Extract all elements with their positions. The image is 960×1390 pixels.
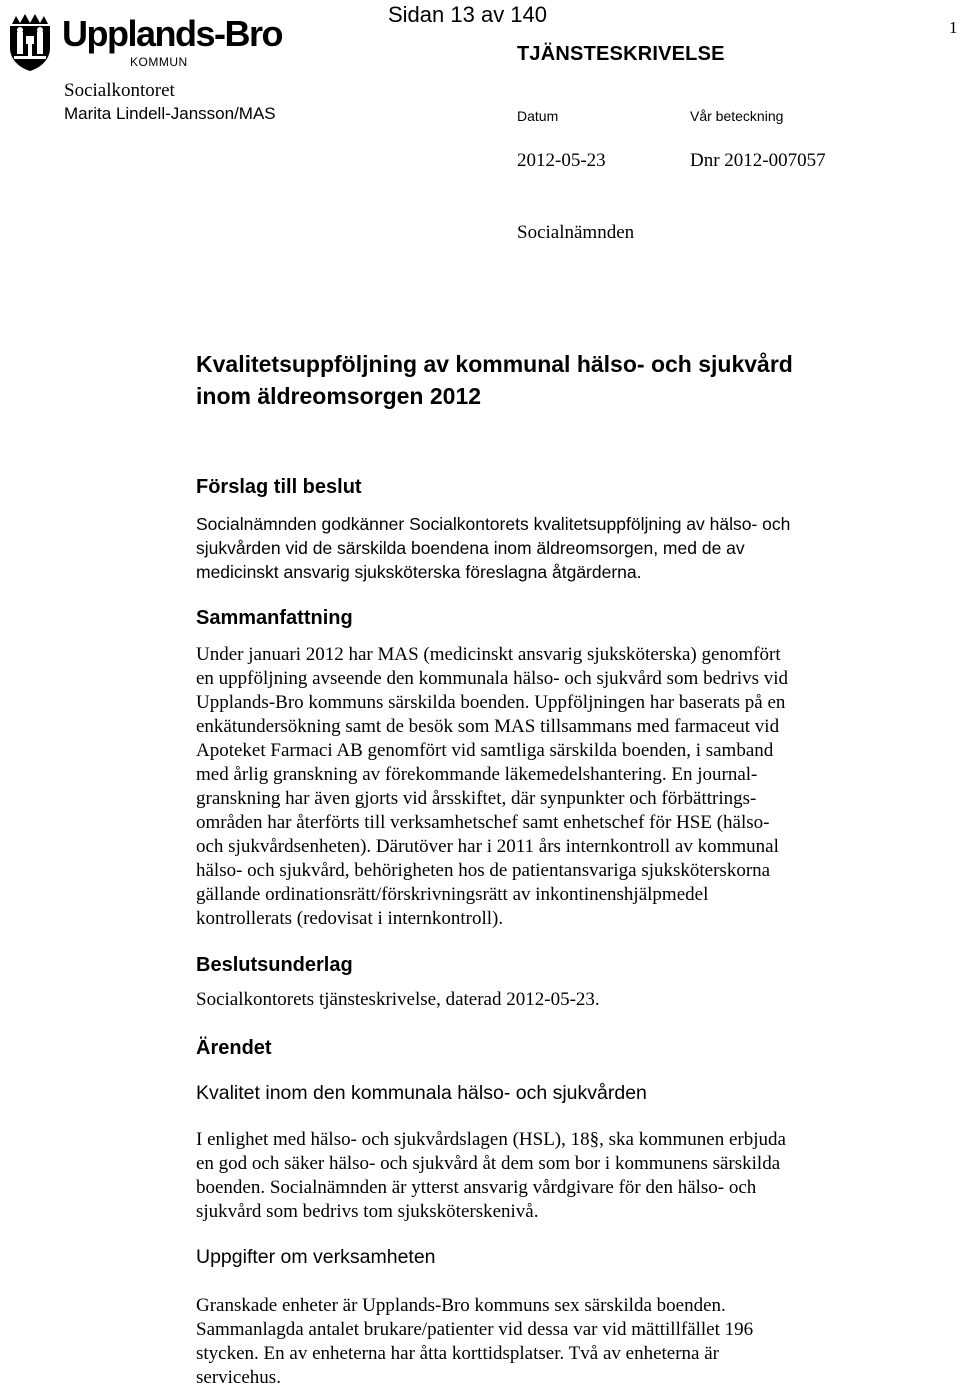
- text-line: och sjukvårdsenheten). Därutöver har i 2011 års internkontroll av kommunal: [196, 836, 779, 857]
- reference-label: Vår beteckning: [690, 108, 784, 124]
- quality-subheading: Kvalitet inom den kommunala hälso- och sjukvården: [196, 1082, 647, 1104]
- logo-wordmark: Upplands-Bro: [62, 13, 282, 54]
- document-type: TJÄNSTESKRIVELSE: [517, 43, 725, 65]
- page-info: Sidan 13 av 140: [388, 2, 548, 27]
- text-line: medicinskt ansvarig sjuksköterska föreslagna åtgärderna.: [196, 562, 642, 582]
- text-line: gällande ordinationsrätt/förskrivningsrätt av inkontinenshjälpmedel: [196, 884, 709, 905]
- text-line: Granskade enheter är Upplands-Bro kommuns sex särskilda boenden.: [196, 1295, 726, 1316]
- text-line: en god och säker hälso- och sjukvård åt dem som bor i kommunens särskilda: [196, 1153, 781, 1174]
- text-line: en uppföljning avseende den kommunala hälso- och sjukvård som bedrivs vid: [196, 668, 789, 689]
- text-line: Socialnämnden godkänner Socialkontorets kvalitetsuppföljning av hälso- och: [196, 514, 791, 534]
- operations-subheading: Uppgifter om verksamheten: [196, 1246, 436, 1268]
- document-title-line: inom äldreomsorgen 2012: [196, 383, 482, 409]
- text-line: Upplands-Bro kommuns särskilda boenden. Uppföljningen har baserats på en: [196, 692, 786, 713]
- sender-department: Socialkontoret: [64, 80, 175, 101]
- recipient: Socialnämnden: [517, 222, 635, 243]
- text-line: Under januari 2012 har MAS (medicinskt ansvarig sjuksköterska) genomfört: [196, 644, 781, 665]
- text-line: stycken. En av enheterna har åtta korttidsplatser. Två av enheterna är: [196, 1343, 719, 1364]
- coat-of-arms-icon: [6, 14, 54, 72]
- proposal-text: [196, 512, 896, 584]
- document-title: [196, 348, 896, 412]
- text-line: sjukvården vid de särskilda boendena inom äldreomsorgen, med de av: [196, 538, 745, 558]
- page-number: 1: [949, 18, 958, 37]
- matter-heading: Ärendet: [196, 1037, 272, 1059]
- text-line: med årlig granskning av förekommande läkemedelshantering. En journal-: [196, 764, 758, 785]
- basis-text: Socialkontorets tjänsteskrivelse, daterad 2012-05-23.: [196, 989, 600, 1010]
- text-line: sjukvård som bedrivs tom sjuksköterskenivå.: [196, 1201, 539, 1222]
- reference-value: Dnr 2012-007057: [690, 150, 826, 171]
- text-line: boenden. Socialnämnden är ytterst ansvarig vårdgivare för den hälso- och: [196, 1177, 757, 1198]
- summary-text: [196, 643, 896, 931]
- text-line: områden har återförts till verksamhetschef samt enhetschef för HSE (hälso-: [196, 812, 770, 833]
- summary-heading: Sammanfattning: [196, 607, 353, 629]
- quality-text: [196, 1128, 896, 1224]
- text-line: I enlighet med hälso- och sjukvårdslagen (HSL), 18§, ska kommunen erbjuda: [196, 1129, 786, 1150]
- proposal-heading: Förslag till beslut: [196, 476, 362, 498]
- date-label: Datum: [517, 108, 559, 124]
- text-line: granskning har även gjorts vid årsskiftet, där synpunkter och förbättrings-: [196, 788, 757, 809]
- operations-text: [196, 1294, 896, 1390]
- logo-subtitle: KOMMUN: [130, 55, 188, 69]
- text-line: Apoteket Farmaci AB genomfört vid samtliga särskilda boenden, i samband: [196, 740, 774, 761]
- text-line: servicehus.: [196, 1367, 281, 1388]
- text-line: Sammanlagda antalet brukare/patienter vid dessa var vid mättillfället 196: [196, 1319, 754, 1340]
- basis-heading: Beslutsunderlag: [196, 954, 353, 976]
- text-line: kontrollerats (redovisat i internkontroll).: [196, 908, 504, 929]
- date-value: 2012-05-23: [517, 150, 606, 171]
- document-title-line: Kvalitetsuppföljning av kommunal hälso- och sjukvård: [196, 351, 793, 377]
- text-line: hälso- och sjukvård, behörigheten hos de patientansvariga sjuksköterskorna: [196, 860, 771, 881]
- sender-author: Marita Lindell-Jansson/MAS: [64, 104, 276, 123]
- text-line: enkätundersökning samt de besök som MAS tillsammans med farmaceut vid: [196, 716, 780, 737]
- municipality-logo: [6, 10, 296, 72]
